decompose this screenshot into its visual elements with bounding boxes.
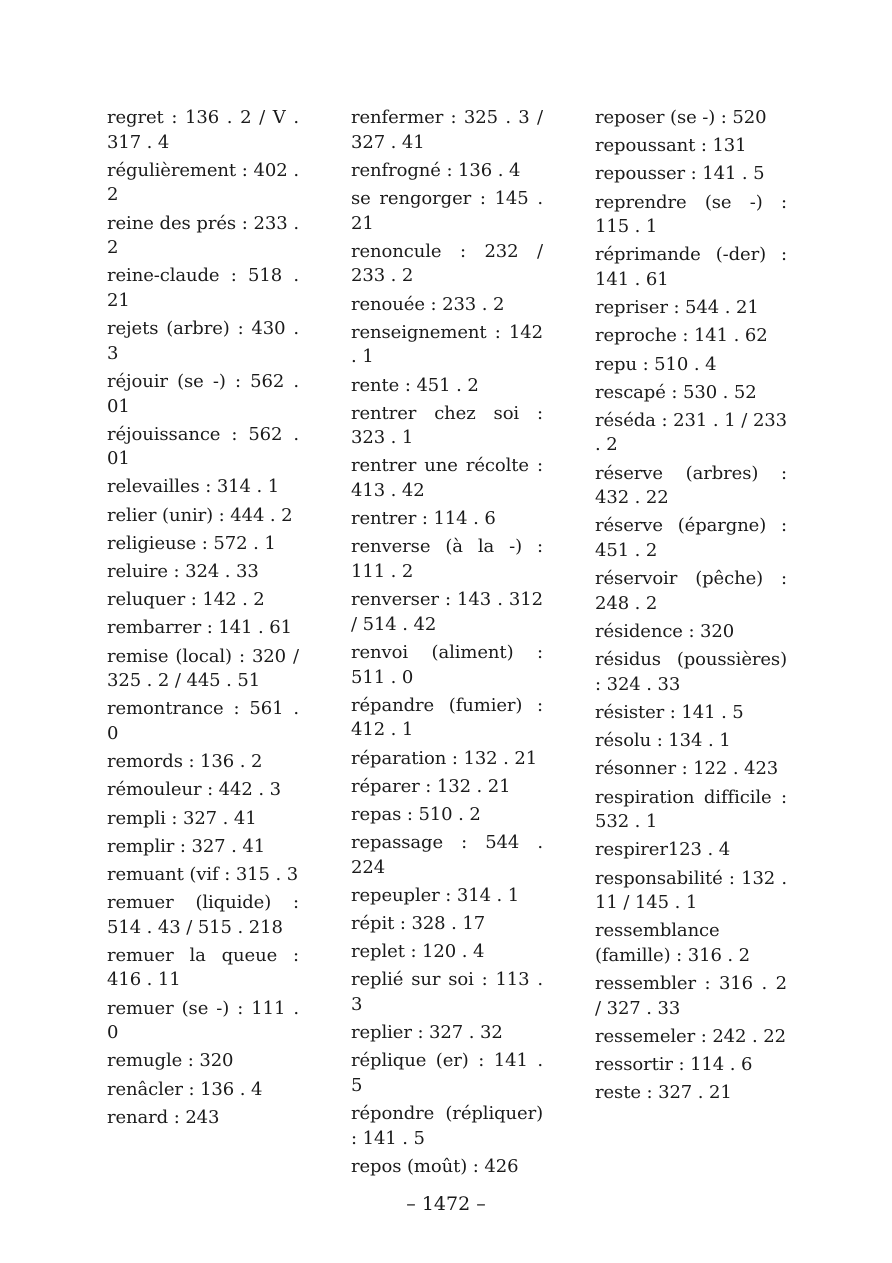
- index-entry: reluquer : 142 . 2: [107, 589, 265, 611]
- index-entry: renouée : 233 . 2: [351, 293, 505, 315]
- index-entry: réserve (arbres) : 432 . 22: [595, 462, 787, 509]
- index-entry: renfermer : 325 . 3 / 327 . 41: [351, 107, 543, 153]
- index-entry: repousser : 141 . 5: [595, 163, 765, 185]
- index-entry: rejets (arbre) : 430 . 3: [107, 318, 299, 364]
- index-entry: résidus (poussières) : 324 . 33: [595, 649, 787, 695]
- index-entry: remplir : 327 . 41: [107, 835, 266, 857]
- index-entry: remuant (vif : 315 . 3: [107, 863, 299, 885]
- index-entry: rémouleur : 442 . 3: [107, 779, 281, 801]
- index-entry: répit : 328 . 17: [351, 913, 486, 935]
- index-entry: réservoir (pêche) : 248 . 2: [595, 568, 787, 614]
- index-entry: résonner : 122 . 423: [595, 758, 779, 780]
- index-entry: ressortir : 114 . 6: [595, 1054, 753, 1076]
- index-entry: ressemeler : 242 . 22: [595, 1025, 786, 1047]
- index-entry: repeupler : 314 . 1: [351, 884, 520, 906]
- index-entry: rentrer chez soi : 323 . 1: [351, 402, 543, 449]
- index-entry: réparation : 132 . 21: [351, 747, 538, 769]
- index-entry: rempli : 327 . 41: [107, 807, 257, 829]
- index-entry: reste : 327 . 21: [595, 1082, 732, 1104]
- index-entry: remuer (liquide) : 514 . 43 / 515 . 218: [107, 892, 299, 938]
- index-columns: [107, 106, 787, 1177]
- index-entry: répondre (répliquer) : 141 . 5: [351, 1103, 543, 1149]
- index-entry: repoussant : 131: [595, 135, 747, 157]
- index-column-3: [595, 106, 787, 1166]
- index-entry: reluire : 324 . 33: [107, 561, 259, 583]
- index-entry: réprimande (-der) : 141 . 61: [595, 244, 787, 290]
- index-entry: relevailles : 314 . 1: [107, 476, 280, 498]
- index-entry: se rengorger : 145 . 21: [351, 187, 543, 234]
- index-entry: réséda : 231 . 1 / 233 . 2: [595, 409, 787, 456]
- index-entry: reine des prés : 233 . 2: [107, 212, 299, 259]
- index-entry: remontrance : 561 . 0: [107, 698, 299, 744]
- index-entry: repriser : 544 . 21: [595, 297, 759, 319]
- index-entry: rescapé : 530 . 52: [595, 381, 757, 403]
- index-entry: résolu : 134 . 1: [595, 730, 731, 752]
- index-entry: replier : 327 . 32: [351, 1022, 503, 1044]
- index-entry: rente : 451 . 2: [351, 374, 479, 396]
- index-entry: réserve (épargne) : 451 . 2: [595, 515, 787, 562]
- index-entry: respiration difficile : 532 . 1: [595, 786, 787, 833]
- index-entry: renfrogné : 136 . 4: [351, 159, 521, 181]
- index-entry: remuer la queue : 416 . 11: [107, 944, 299, 991]
- index-entry: replié sur soi : 113 . 3: [351, 969, 543, 1016]
- index-entry: réjouir (se -) : 562 . 01: [107, 370, 299, 417]
- index-entry: responsabilité : 132 . 11 / 145 . 1: [595, 867, 787, 914]
- index-entry: repu : 510 . 4: [595, 353, 717, 375]
- index-entry: réjouissance : 562 . 01: [107, 423, 299, 470]
- index-entry: ressembler : 316 . 2 / 327 . 33: [595, 973, 787, 1019]
- index-entry: replet : 120 . 4: [351, 941, 485, 963]
- index-entry: remuer (se -) : 111 . 0: [107, 997, 299, 1044]
- index-entry: repos (moût) : 426: [351, 1156, 519, 1177]
- index-entry: rembarrer : 141 . 61: [107, 617, 292, 639]
- index-entry: religieuse : 572 . 1: [107, 532, 276, 554]
- index-entry: rentrer : 114 . 6: [351, 508, 496, 530]
- index-column-2: [351, 106, 543, 1177]
- index-entry: regret : 136 . 2 / V . 317 . 4: [107, 107, 299, 153]
- index-entry: répandre (fumier) : 412 . 1: [351, 694, 543, 741]
- index-entry: reposer (se -) : 520: [595, 107, 767, 128]
- index-entry: respirer123 . 4: [595, 839, 731, 861]
- index-entry: rentrer une récolte : 413 . 42: [351, 455, 543, 502]
- index-entry: reine-claude : 518 . 21: [107, 265, 299, 311]
- index-column-1: [107, 106, 299, 1166]
- index-entry: repassage : 544 . 224: [351, 832, 543, 878]
- index-entry: renâcler : 136 . 4: [107, 1078, 263, 1100]
- index-entry: remugle : 320: [107, 1050, 234, 1072]
- index-entry: renoncule : 232 / 233 . 2: [351, 240, 543, 287]
- index-entry: résidence : 320: [595, 621, 735, 642]
- index-entry: réplique (er) : 141 . 5: [351, 1050, 543, 1097]
- index-entry: renvoi (aliment) : 511 . 0: [351, 642, 543, 688]
- index-entry: relier (unir) : 444 . 2: [107, 504, 293, 526]
- index-entry: remords : 136 . 2: [107, 751, 263, 773]
- index-entry: ressemblance (famille) : 316 . 2: [595, 920, 751, 966]
- index-entry: résister : 141 . 5: [595, 701, 744, 723]
- index-entry: renseignement : 142 . 1: [351, 321, 543, 368]
- index-entry: réparer : 132 . 21: [351, 775, 511, 797]
- index-entry: régulièrement : 402 . 2: [107, 159, 299, 206]
- index-entry: remise (local) : 320 / 325 . 2 / 445 . 51: [107, 645, 299, 692]
- index-entry: reprendre (se -) : 115 . 1: [595, 191, 787, 238]
- index-entry: renverser : 143 . 312 / 514 . 42: [351, 589, 543, 635]
- index-entry: repas : 510 . 2: [351, 803, 481, 825]
- index-entry: reproche : 141 . 62: [595, 325, 768, 347]
- page-number: – 1472 –: [406, 1193, 486, 1215]
- index-entry: renverse (à la -) : 111 . 2: [351, 536, 543, 583]
- index-entry: renard : 243: [107, 1106, 220, 1128]
